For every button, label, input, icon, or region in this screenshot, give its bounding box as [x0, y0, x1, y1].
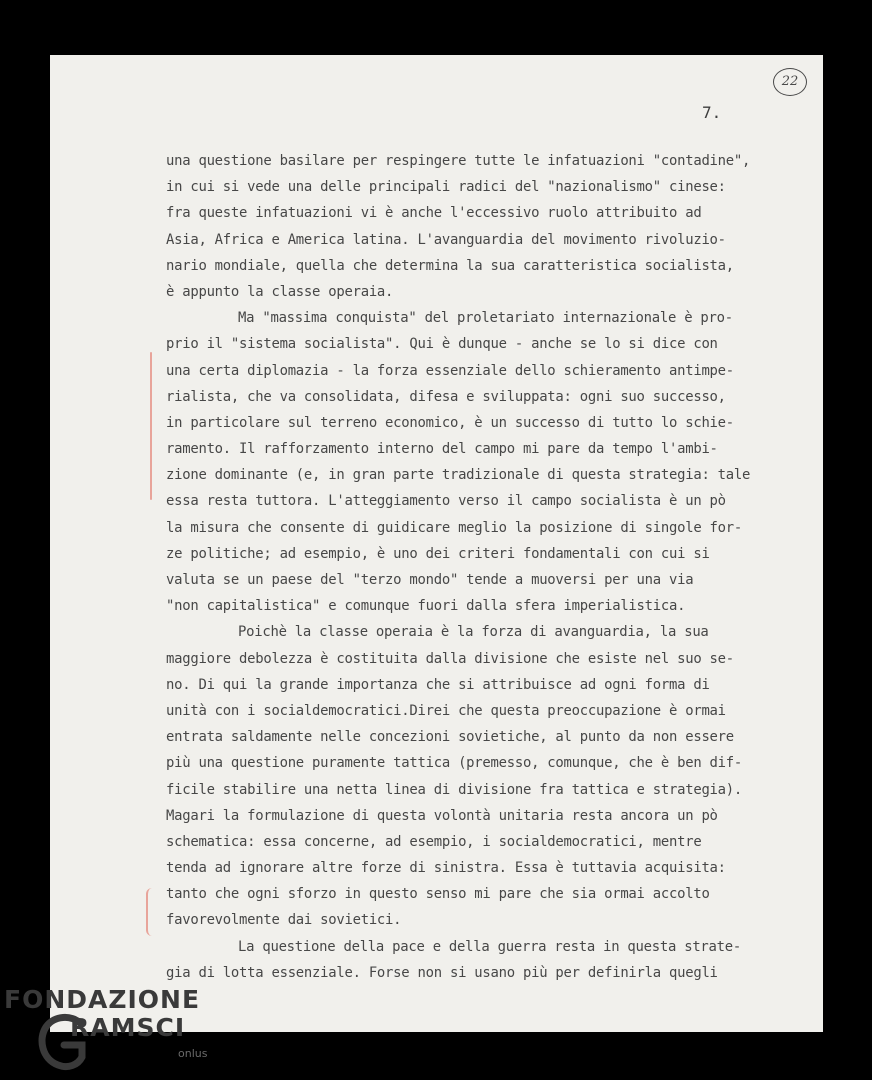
text-line: più una questione puramente tattica (premesso, comunque, che è ben dif- [166, 755, 743, 772]
text-line: La questione della pace e della guerra resta in questa strate- [238, 938, 741, 955]
typewritten-text [166, 148, 826, 986]
text-line: Ma "massima conquista" del proletariato internazionale è pro- [238, 310, 733, 327]
text-line: fra queste infatuazioni vi è anche l'eccessivo ruolo attribuito ad [166, 205, 702, 222]
page-number: 7. [702, 103, 722, 122]
text-line: gia di lotta essenziale. Forse non si usano più per definirla quegli [166, 964, 718, 981]
watermark-line2: RAMSCI [70, 1013, 186, 1042]
text-line: una questione basilare per respingere tutte le infatuazioni "contadine", [166, 153, 751, 169]
text-line: favorevolmente dai sovietici. [166, 912, 402, 929]
text-line: schematica: essa concerne, ad esempio, i socialdemocratici, mentre [166, 833, 702, 850]
text-line: una certa diplomazia - la forza essenziale dello schieramento antimpe- [166, 362, 734, 379]
text-line: Poichè la classe operaia è la forza di avanguardia, la sua [238, 624, 709, 641]
text-line: Asia, Africa e America latina. L'avanguardia del movimento rivoluzio- [166, 231, 726, 248]
margin-annotation-line [150, 352, 152, 500]
text-line: nario mondiale, quella che determina la sua caratteristica socialista, [166, 257, 734, 274]
text-line: valuta se un paese del "terzo mondo" tende a muoversi per una via [166, 572, 694, 588]
text-line: tanto che ogni sforzo in questo senso mi pare che sia ormai accolto [166, 886, 710, 903]
text-line: prio il "sistema socialista". Qui è dunque - anche se lo si dice con [166, 336, 718, 353]
archive-stamp: 22 [773, 68, 807, 96]
text-line: ramento. Il rafforzamento interno del campo mi pare da tempo l'ambi- [166, 441, 718, 458]
watermark-line1: FONDAZIONE [4, 985, 201, 1014]
text-line: no. Di qui la grande importanza che si attribuisce ad ogni forma di [166, 676, 710, 693]
text-line: essa resta tuttora. L'atteggiamento verso il campo socialista è un pò [166, 493, 726, 510]
text-line: zione dominante (e, in gran parte tradizionale di questa strategia: tale [166, 467, 751, 484]
text-line: "non capitalistica" e comunque fuori dalla sfera imperialistica. [166, 598, 686, 615]
text-line: ficile stabilire una netta linea di divisione fra tattica e strategia). [166, 781, 743, 798]
text-line: ze politiche; ad esempio, è uno dei criteri fondamentali con cui si [166, 545, 710, 562]
watermark-suffix: onlus [178, 1047, 208, 1060]
text-line: in cui si vede una delle principali radici del "nazionalismo" cinese: [166, 179, 726, 196]
text-line: è appunto la classe operaia. [166, 283, 394, 300]
watermark-logo [4, 985, 224, 1075]
text-line: tenda ad ignorare altre forze di sinistra. Essa è tuttavia acquisita: [166, 860, 726, 877]
margin-annotation-brace [146, 888, 156, 936]
text-line: in particolare sul terreno economico, è un successo di tutto lo schie- [166, 414, 734, 431]
text-line: unità con i socialdemocratici.Direi che questa preoccupazione è ormai [166, 702, 726, 719]
text-line: la misura che consente di guidicare meglio la posizione di singole for- [166, 519, 743, 536]
text-line: rialista, che va consolidata, difesa e sviluppata: ogni suo successo, [166, 388, 726, 405]
text-line: entrata saldamente nelle concezioni sovietiche, al punto da non essere [166, 729, 734, 746]
text-line: maggiore debolezza è costituita dalla divisione che esiste nel suo se- [166, 650, 734, 667]
text-line: Magari la formulazione di questa volontà unitaria resta ancora un pò [166, 807, 718, 824]
